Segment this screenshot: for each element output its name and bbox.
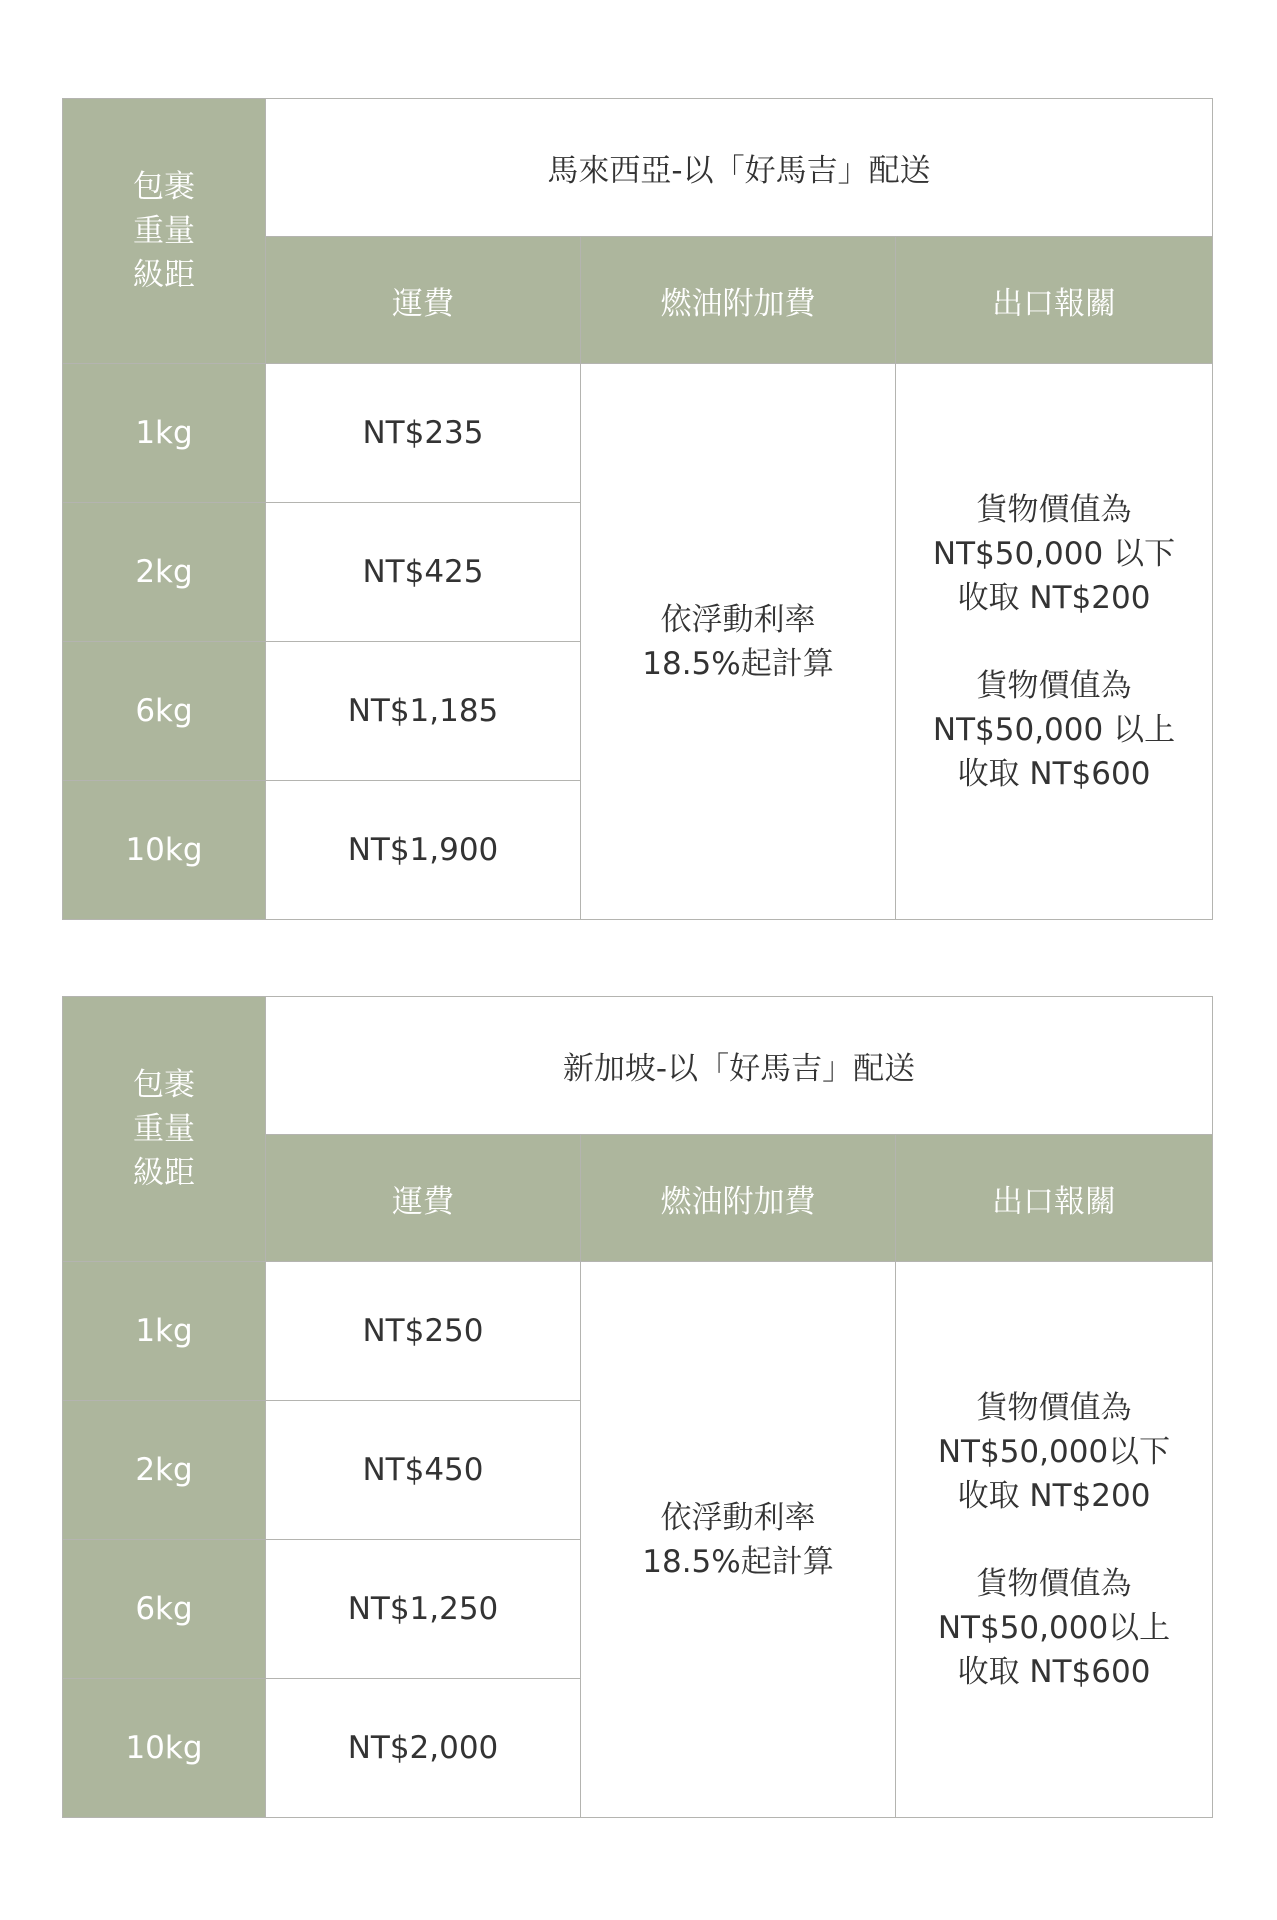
customs-note-line: NT$50,000 以上 — [932, 711, 1176, 748]
price-cell: NT$1,900 — [266, 781, 581, 920]
weight-range-header-line: 包裹 — [133, 169, 195, 205]
weight-cell: 1kg — [63, 364, 266, 503]
weight-range-header-line: 包裹 — [133, 1067, 195, 1103]
fuel-note-line: 依浮動利率 — [660, 1499, 816, 1536]
weight-range-header-line: 級距 — [133, 1155, 195, 1191]
price-cell: NT$235 — [266, 364, 581, 503]
fuel-note-line: 18.5%起計算 — [642, 645, 834, 682]
customs-note-line: 收取 NT$200 — [957, 1477, 1151, 1514]
column-header-shipping-fee: 運費 — [266, 237, 581, 364]
table-title: 馬來西亞-以「好馬吉」配送 — [266, 99, 1213, 237]
customs-note-line: NT$50,000 以下 — [932, 535, 1176, 572]
price-cell: NT$425 — [266, 503, 581, 642]
weight-cell: 1kg — [63, 1262, 266, 1401]
weight-range-header-line: 重量 — [133, 1111, 195, 1147]
customs-note-line: NT$50,000以下 — [937, 1433, 1171, 1470]
weight-range-header — [63, 997, 266, 1262]
weight-cell: 2kg — [63, 503, 266, 642]
singapore-shipping-table — [62, 996, 1213, 1818]
column-header-shipping-fee: 運費 — [266, 1135, 581, 1262]
customs-note-line: NT$50,000以上 — [937, 1609, 1171, 1646]
malaysia-shipping-table — [62, 98, 1213, 920]
column-header-fuel-surcharge: 燃油附加費 — [581, 1135, 896, 1262]
table-title: 新加坡-以「好馬吉」配送 — [266, 997, 1213, 1135]
export-customs-note — [896, 364, 1213, 920]
fuel-note-line: 依浮動利率 — [660, 601, 816, 638]
weight-cell: 2kg — [63, 1401, 266, 1540]
weight-cell: 10kg — [63, 781, 266, 920]
column-header-fuel-surcharge: 燃油附加費 — [581, 237, 896, 364]
customs-note-line: 貨物價值為 — [976, 667, 1132, 704]
customs-note-line: 貨物價值為 — [976, 1389, 1132, 1426]
fuel-surcharge-note — [581, 364, 896, 920]
customs-note-line: 貨物價值為 — [976, 1565, 1132, 1602]
customs-note-line: 收取 NT$600 — [957, 755, 1151, 792]
price-cell: NT$2,000 — [266, 1679, 581, 1818]
column-header-export-customs: 出口報關 — [896, 237, 1213, 364]
price-cell: NT$450 — [266, 1401, 581, 1540]
weight-cell: 6kg — [63, 642, 266, 781]
customs-note-line: 貨物價值為 — [976, 491, 1132, 528]
fuel-note-line: 18.5%起計算 — [642, 1543, 834, 1580]
weight-range-header — [63, 99, 266, 364]
weight-cell: 6kg — [63, 1540, 266, 1679]
weight-cell: 10kg — [63, 1679, 266, 1818]
fuel-surcharge-note — [581, 1262, 896, 1818]
weight-range-header-line: 重量 — [133, 213, 195, 249]
customs-note-line: 收取 NT$200 — [957, 579, 1151, 616]
price-cell: NT$250 — [266, 1262, 581, 1401]
price-cell: NT$1,250 — [266, 1540, 581, 1679]
weight-range-header-line: 級距 — [133, 257, 195, 293]
customs-note-line: 收取 NT$600 — [957, 1653, 1151, 1690]
price-cell: NT$1,185 — [266, 642, 581, 781]
column-header-export-customs: 出口報關 — [896, 1135, 1213, 1262]
note-spacer — [896, 620, 1212, 664]
note-spacer — [896, 1518, 1212, 1562]
export-customs-note — [896, 1262, 1213, 1818]
